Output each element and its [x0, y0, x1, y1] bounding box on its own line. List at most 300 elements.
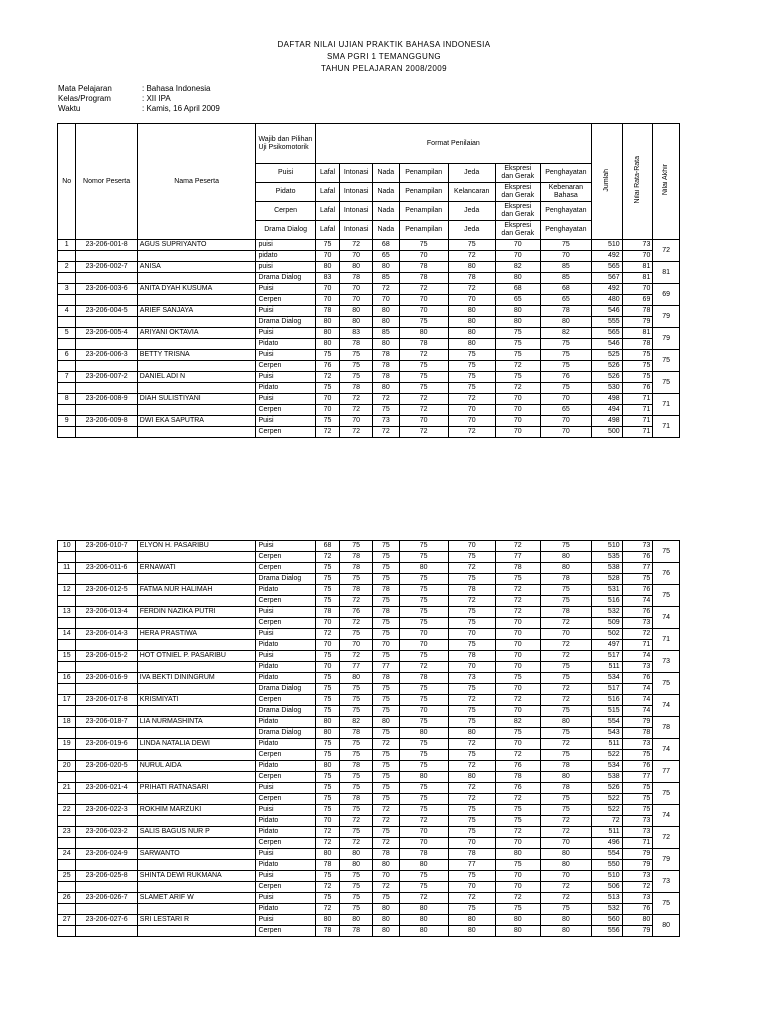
cell-score: 75 [399, 618, 448, 629]
cell-nomor-peserta: 23-206-019-6 [76, 739, 137, 750]
cell-no: 26 [58, 893, 76, 904]
cell-nomor-peserta [76, 816, 137, 827]
cell-rata: 77 [622, 563, 653, 574]
cell-rata: 79 [622, 860, 653, 871]
cell-score: 77 [340, 662, 373, 673]
header-criteria: Penampilan [399, 164, 448, 183]
cell-option: Pidato [256, 673, 315, 684]
cell-score: 72 [540, 640, 591, 651]
table-row [58, 552, 680, 563]
cell-nomor-peserta: 23-206-023-2 [76, 827, 137, 838]
cell-jumlah: 511 [591, 662, 622, 673]
cell-score: 75 [315, 563, 340, 574]
table-row [58, 739, 680, 750]
cell-score: 75 [315, 772, 340, 783]
cell-rata: 75 [622, 794, 653, 805]
cell-score: 75 [399, 361, 448, 372]
cell-rata: 71 [622, 416, 653, 427]
cell-score: 78 [315, 926, 340, 937]
table-row [58, 926, 680, 937]
cell-score: 75 [315, 871, 340, 882]
cell-score: 75 [448, 383, 495, 394]
cell-score: 75 [399, 596, 448, 607]
cell-nomor-peserta: 23-206-015-2 [76, 651, 137, 662]
cell-option: Cerpen [256, 838, 315, 849]
cell-nilai-akhir: 73 [653, 651, 680, 673]
header-criteria: Nada [373, 202, 400, 221]
cell-nama-peserta: SARWANTO [137, 849, 256, 860]
cell-nama-peserta [137, 251, 256, 262]
cell-score: 80 [340, 860, 373, 871]
cell-score: 75 [315, 794, 340, 805]
cell-score: 72 [448, 251, 495, 262]
cell-rata: 73 [622, 871, 653, 882]
cell-score: 82 [495, 717, 540, 728]
cell-option: Cerpen [256, 552, 315, 563]
cell-score: 75 [495, 860, 540, 871]
cell-rata: 73 [622, 541, 653, 552]
cell-score: 83 [315, 273, 340, 284]
cell-no [58, 273, 76, 284]
cell-no: 21 [58, 783, 76, 794]
cell-score: 70 [399, 640, 448, 651]
cell-rata: 74 [622, 651, 653, 662]
cell-score: 75 [448, 717, 495, 728]
cell-jumlah: 510 [591, 240, 622, 251]
cell-rata: 74 [622, 684, 653, 695]
cell-rata: 75 [622, 750, 653, 761]
cell-jumlah: 511 [591, 827, 622, 838]
cell-nama-peserta: ARIEF SANJAYA [137, 306, 256, 317]
cell-nilai-akhir: 72 [653, 827, 680, 849]
cell-score: 72 [373, 394, 400, 405]
cell-score: 75 [340, 350, 373, 361]
cell-score: 70 [340, 295, 373, 306]
cell-no [58, 816, 76, 827]
cell-score: 72 [448, 394, 495, 405]
table-row [58, 794, 680, 805]
cell-score: 78 [399, 339, 448, 350]
cell-nama-peserta [137, 640, 256, 651]
cell-nomor-peserta [76, 427, 137, 438]
cell-score: 78 [448, 273, 495, 284]
cell-score: 80 [340, 673, 373, 684]
cell-score: 78 [315, 607, 340, 618]
cell-rata: 73 [622, 618, 653, 629]
cell-score: 72 [495, 695, 540, 706]
cell-score: 65 [540, 405, 591, 416]
cell-score: 72 [448, 284, 495, 295]
cell-score: 80 [448, 728, 495, 739]
cell-score: 70 [495, 394, 540, 405]
cell-no [58, 339, 76, 350]
cell-score: 75 [315, 695, 340, 706]
cell-score: 70 [540, 871, 591, 882]
cell-score: 85 [373, 328, 400, 339]
cell-score: 82 [495, 262, 540, 273]
cell-no [58, 383, 76, 394]
cell-score: 70 [495, 684, 540, 695]
cell-score: 80 [373, 904, 400, 915]
cell-score: 80 [340, 915, 373, 926]
cell-score: 75 [448, 607, 495, 618]
cell-nomor-peserta [76, 339, 137, 350]
header-criteria: Lafal [315, 164, 340, 183]
cell-nama-peserta [137, 838, 256, 849]
cell-jumlah: 546 [591, 306, 622, 317]
cell-nomor-peserta: 23-206-027-6 [76, 915, 137, 926]
cell-score: 78 [399, 273, 448, 284]
cell-nama-peserta: FATMA NUR HALIMAH [137, 585, 256, 596]
cell-nomor-peserta [76, 383, 137, 394]
table-row [58, 750, 680, 761]
cell-score: 80 [540, 772, 591, 783]
header-criteria: Intonasi [340, 221, 373, 240]
cell-score: 72 [373, 838, 400, 849]
header-criteria: Nada [373, 164, 400, 183]
cell-nama-peserta: LIA NURMASHINTA [137, 717, 256, 728]
cell-score: 78 [373, 585, 400, 596]
cell-score: 72 [448, 893, 495, 904]
cell-score: 75 [373, 695, 400, 706]
cell-nama-peserta [137, 596, 256, 607]
cell-option: Puisi [256, 651, 315, 662]
cell-nilai-akhir: 80 [653, 915, 680, 937]
cell-score: 70 [495, 640, 540, 651]
cell-score: 78 [448, 651, 495, 662]
cell-nomor-peserta: 23-206-013-4 [76, 607, 137, 618]
cell-score: 75 [540, 585, 591, 596]
cell-score: 65 [495, 295, 540, 306]
cell-score: 72 [399, 350, 448, 361]
cell-score: 78 [373, 849, 400, 860]
cell-score: 76 [495, 783, 540, 794]
table-row [58, 915, 680, 926]
header-criteria: Intonasi [340, 202, 373, 221]
cell-nama-peserta: ANISA [137, 262, 256, 273]
cell-score: 80 [399, 728, 448, 739]
cell-score: 72 [495, 607, 540, 618]
cell-score: 75 [399, 805, 448, 816]
header-criteria: Ekspresi dan Gerak [495, 183, 540, 202]
cell-nomor-peserta: 23-206-024-9 [76, 849, 137, 860]
cell-no [58, 904, 76, 915]
cell-score: 80 [399, 915, 448, 926]
cell-score: 70 [495, 882, 540, 893]
cell-score: 75 [373, 772, 400, 783]
table-row [58, 372, 680, 383]
cell-score: 75 [340, 783, 373, 794]
cell-score: 70 [448, 882, 495, 893]
cell-score: 78 [399, 262, 448, 273]
table-row [58, 640, 680, 651]
table-row [58, 416, 680, 427]
cell-rata: 77 [622, 772, 653, 783]
cell-rata: 81 [622, 328, 653, 339]
cell-nilai-akhir: 71 [653, 416, 680, 438]
cell-score: 70 [340, 640, 373, 651]
cell-score: 80 [340, 262, 373, 273]
cell-score: 80 [540, 860, 591, 871]
header-criteria: Lafal [315, 183, 340, 202]
cell-score: 75 [495, 350, 540, 361]
cell-nilai-akhir: 74 [653, 607, 680, 629]
cell-no [58, 427, 76, 438]
table-row [58, 350, 680, 361]
cell-score: 75 [540, 383, 591, 394]
cell-nilai-akhir: 74 [653, 805, 680, 827]
cell-score: 80 [315, 262, 340, 273]
cell-score: 70 [340, 416, 373, 427]
cell-nilai-akhir: 74 [653, 739, 680, 761]
cell-option: Puisi [256, 350, 315, 361]
cell-nama-peserta [137, 750, 256, 761]
cell-nama-peserta: SRI LESTARI R [137, 915, 256, 926]
cell-no: 9 [58, 416, 76, 427]
cell-jumlah: 516 [591, 695, 622, 706]
cell-score: 70 [540, 838, 591, 849]
cell-jumlah: 550 [591, 860, 622, 871]
cell-score: 75 [340, 871, 373, 882]
header-option-name: Cerpen [256, 202, 315, 221]
cell-nama-peserta: SALIS BAGUS NUR P [137, 827, 256, 838]
table-row [58, 541, 680, 552]
cell-score: 72 [340, 240, 373, 251]
cell-score: 75 [448, 684, 495, 695]
cell-option: Cerpen [256, 295, 315, 306]
cell-score: 80 [399, 328, 448, 339]
table-row [58, 596, 680, 607]
cell-option: Drama Dialog [256, 706, 315, 717]
cell-score: 75 [448, 618, 495, 629]
cell-score: 72 [448, 783, 495, 794]
cell-score: 75 [340, 904, 373, 915]
cell-score: 70 [495, 662, 540, 673]
cell-score: 72 [495, 361, 540, 372]
header-akhir: Nilai Akhir [653, 124, 680, 240]
cell-rata: 73 [622, 816, 653, 827]
header-criteria: Ekspresi dan Gerak [495, 164, 540, 183]
cell-score: 75 [495, 673, 540, 684]
cell-no: 24 [58, 849, 76, 860]
cell-score: 65 [373, 251, 400, 262]
cell-score: 75 [495, 328, 540, 339]
cell-score: 75 [399, 372, 448, 383]
cell-option: Puisi [256, 306, 315, 317]
table-row [58, 860, 680, 871]
cell-nilai-akhir: 75 [653, 673, 680, 695]
cell-score: 75 [373, 629, 400, 640]
cell-score: 75 [340, 372, 373, 383]
cell-rata: 78 [622, 339, 653, 350]
table-row [58, 585, 680, 596]
cell-score: 72 [495, 383, 540, 394]
cell-nomor-peserta: 23-206-022-3 [76, 805, 137, 816]
cell-score: 75 [340, 629, 373, 640]
cell-score: 75 [399, 739, 448, 750]
cell-no [58, 251, 76, 262]
cell-score: 72 [399, 405, 448, 416]
cell-score: 70 [399, 629, 448, 640]
table-row [58, 240, 680, 251]
cell-option: Pidato [256, 383, 315, 394]
cell-score: 78 [340, 339, 373, 350]
cell-score: 73 [373, 416, 400, 427]
cell-score: 72 [315, 882, 340, 893]
cell-score: 70 [540, 251, 591, 262]
cell-option: Puisi [256, 328, 315, 339]
table-row [58, 629, 680, 640]
cell-nilai-akhir: 75 [653, 893, 680, 915]
cell-score: 80 [373, 860, 400, 871]
cell-nama-peserta: SHINTA DEWI RUKMANA [137, 871, 256, 882]
cell-jumlah: 492 [591, 251, 622, 262]
cell-nomor-peserta [76, 317, 137, 328]
cell-no [58, 706, 76, 717]
cell-score: 72 [495, 596, 540, 607]
header-option-name: Drama Dialog [256, 221, 315, 240]
cell-score: 75 [448, 240, 495, 251]
cell-score: 80 [373, 717, 400, 728]
header-no: No [58, 124, 76, 240]
cell-score: 70 [495, 651, 540, 662]
cell-score: 72 [373, 882, 400, 893]
cell-score: 72 [495, 893, 540, 904]
cell-score: 75 [399, 317, 448, 328]
cell-score: 75 [399, 871, 448, 882]
cell-score: 72 [448, 695, 495, 706]
cell-score: 75 [399, 882, 448, 893]
cell-score: 78 [495, 563, 540, 574]
cell-nama-peserta [137, 361, 256, 372]
cell-score: 75 [540, 541, 591, 552]
cell-score: 78 [540, 607, 591, 618]
cell-score: 68 [373, 240, 400, 251]
cell-score: 75 [315, 240, 340, 251]
cell-score: 75 [340, 574, 373, 585]
cell-option: Cerpen [256, 794, 315, 805]
cell-nomor-peserta [76, 596, 137, 607]
cell-score: 75 [540, 361, 591, 372]
cell-nama-peserta: HERA PRASTIWA [137, 629, 256, 640]
cell-nomor-peserta [76, 251, 137, 262]
cell-nomor-peserta [76, 728, 137, 739]
cell-jumlah: 513 [591, 893, 622, 904]
cell-score: 70 [448, 541, 495, 552]
cell-score: 70 [315, 640, 340, 651]
cell-score: 78 [373, 607, 400, 618]
cell-no [58, 574, 76, 585]
cell-nomor-peserta: 23-206-026-7 [76, 893, 137, 904]
cell-score: 72 [340, 394, 373, 405]
cell-score: 78 [399, 849, 448, 860]
cell-score: 80 [540, 552, 591, 563]
cell-score: 70 [448, 405, 495, 416]
cell-score: 80 [448, 306, 495, 317]
table-row [58, 728, 680, 739]
cell-score: 70 [373, 871, 400, 882]
cell-jumlah: 560 [591, 915, 622, 926]
cell-option: Puisi [256, 372, 315, 383]
cell-score: 70 [373, 295, 400, 306]
cell-nilai-akhir: 75 [653, 350, 680, 372]
cell-score: 72 [373, 805, 400, 816]
cell-score: 80 [448, 772, 495, 783]
table-row [58, 262, 680, 273]
cell-nilai-akhir: 75 [653, 372, 680, 394]
cell-jumlah: 502 [591, 629, 622, 640]
table-row [58, 849, 680, 860]
cell-nama-peserta [137, 339, 256, 350]
cell-score: 78 [315, 306, 340, 317]
cell-score: 70 [448, 662, 495, 673]
cell-score: 70 [399, 706, 448, 717]
cell-score: 80 [399, 926, 448, 937]
cell-rata: 75 [622, 574, 653, 585]
cell-option: Pidato [256, 816, 315, 827]
cell-score: 70 [399, 306, 448, 317]
cell-score: 82 [540, 328, 591, 339]
cell-score: 80 [340, 306, 373, 317]
cell-no [58, 640, 76, 651]
table-row [58, 427, 680, 438]
cell-option: Puisi [256, 783, 315, 794]
cell-jumlah: 72 [591, 816, 622, 827]
cell-nomor-peserta [76, 926, 137, 937]
table-row [58, 904, 680, 915]
cell-score: 80 [399, 860, 448, 871]
cell-nilai-akhir: 73 [653, 871, 680, 893]
cell-jumlah: 517 [591, 684, 622, 695]
cell-score: 80 [495, 317, 540, 328]
cell-score: 72 [399, 394, 448, 405]
cell-score: 75 [448, 816, 495, 827]
cell-score: 80 [495, 273, 540, 284]
cell-score: 72 [540, 651, 591, 662]
cell-score: 75 [373, 794, 400, 805]
cell-score: 78 [340, 563, 373, 574]
cell-score: 78 [373, 372, 400, 383]
cell-score: 80 [540, 563, 591, 574]
table-row [58, 618, 680, 629]
cell-score: 72 [315, 827, 340, 838]
cell-option: Cerpen [256, 695, 315, 706]
cell-option: Cerpen [256, 750, 315, 761]
cell-score: 70 [315, 618, 340, 629]
cell-jumlah: 517 [591, 651, 622, 662]
cell-score: 78 [340, 926, 373, 937]
table-row [58, 882, 680, 893]
cell-score: 78 [340, 383, 373, 394]
cell-rata: 76 [622, 607, 653, 618]
cell-score: 75 [448, 372, 495, 383]
cell-score: 80 [540, 317, 591, 328]
cell-no [58, 926, 76, 937]
cell-score: 75 [315, 596, 340, 607]
cell-score: 75 [373, 827, 400, 838]
table-row [58, 772, 680, 783]
cell-no [58, 882, 76, 893]
cell-nomor-peserta: 23-206-006-3 [76, 350, 137, 361]
cell-nama-peserta: DANIEL ADI N [137, 372, 256, 383]
cell-score: 78 [340, 552, 373, 563]
cell-no: 13 [58, 607, 76, 618]
cell-score: 70 [495, 706, 540, 717]
header-nama-peserta: Nama Peserta [137, 124, 256, 240]
cell-no [58, 728, 76, 739]
cell-option: Pidato [256, 827, 315, 838]
cell-score: 72 [495, 585, 540, 596]
